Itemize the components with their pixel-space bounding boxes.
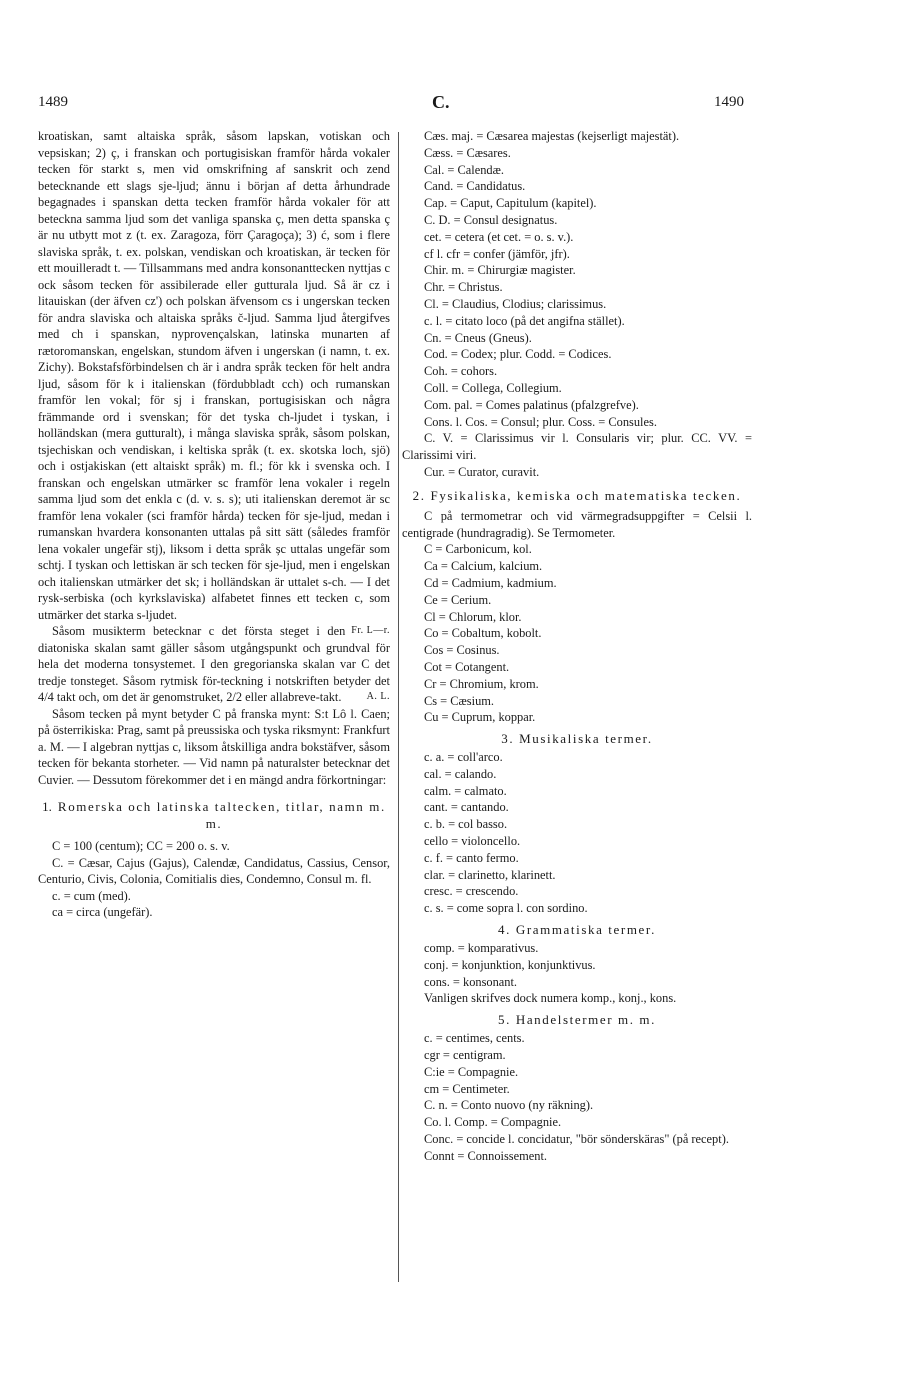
abbreviation-entry: conj. = konjunktion, konjunktivus. [424,957,596,972]
abbreviation-entry: ca = circa (ungefär). [52,905,153,919]
abbreviation-entry: Cn. = Cneus (Gneus). [424,330,532,345]
abbreviation-entry: Cæs. maj. = Cæsarea majestas (kejserligt majestät). [424,129,680,143]
abbreviation-entry: Cal. = Calendæ. [424,162,504,177]
abbreviation-entry: C. D. = Consul designatus. [424,212,558,227]
abbreviation-entry: C. n. = Conto nuovo (ny räkning). [424,1098,594,1113]
abbreviation-entry: Cot = Cotangent. [424,659,510,674]
abbreviation-entry: Connt = Connoissement. [424,1148,547,1163]
section-number: 5. [498,1012,511,1028]
column-divider [398,132,399,1282]
abbreviation-entry: Cos = Cosinus. [424,643,500,658]
entry-list-commerce [402,1030,752,1164]
abbreviation-entry: cello = violoncello. [424,834,521,849]
abbreviation-entry: Conc. = concide l. concidatur, "bör sönderskäras" (på recept). [424,1132,729,1147]
abbreviation-entry: C. V. = Clarissimus vir l. Consularis vir; plur. CC. VV. = Clarissimi viri. [402,431,752,463]
entry-list-chemical [402,541,752,726]
abbreviation-entry: C:ie = Compagnie. [424,1064,519,1079]
abbreviation-entry: c. s. = come sopra l. con sordino. [424,901,588,916]
abbreviation-entry: Cod. = Codex; plur. Codd. = Codices. [424,347,612,362]
author-signature: Fr. L—r. [351,625,390,636]
left-column [38,128,390,921]
section-title: Musikaliska termer. [519,731,653,747]
abbreviation-entry: Chir. m. = Chirurgiæ magister. [424,263,576,278]
abbreviation-entry: Cæss. = Cæsares. [424,145,511,160]
abbreviation-entry: C = Carbonicum, kol. [424,542,532,557]
entry-list-grammar [402,940,752,990]
abbreviation-entry: cf l. cfr = confer (jämför, jfr). [424,246,570,261]
section-intro: C på termometrar och vid värmegradsuppgifter = Celsii l. centigrade (hundragradig). Se Termometer. [402,508,752,540]
abbreviation-entry: cant. = cantando. [424,800,509,815]
abbreviation-entry: cm = Centimeter. [424,1081,510,1096]
abbreviation-entry: Cs = Cæsium. [424,693,494,708]
section-number: 1. [42,799,52,814]
abbreviation-entry: cresc. = crescendo. [424,884,519,899]
section-title: Grammatiska termer. [515,922,656,938]
abbreviation-entry: clar. = clarinetto, klarinett. [424,867,556,882]
abbreviation-entry: Cons. l. Cos. = Consul; plur. Coss. = Consules. [424,414,657,429]
abbreviation-entry: comp. = komparativus. [424,941,539,956]
abbreviation-entry: c. l. = citato loco (på det angifna stället). [424,313,625,328]
abbreviation-entry: Ca = Calcium, kalcium. [424,559,543,574]
abbreviation-entry: cet. = cetera (et cet. = o. s. v.). [424,229,574,244]
entry-list-roman [402,128,752,481]
section-number: 2. [412,487,426,503]
abbreviation-entry: Co. l. Comp. = Compagnie. [424,1115,562,1130]
abbreviation-entry: C. = Cæsar, Cajus (Gajus), Calendæ, Candidatus, Cassius, Censor, Centurio, Civis, Colonia, Comitialis dies, Condemno, Consul m. fl. [38,855,390,886]
abbreviation-entry: c. a. = coll'arco. [424,750,503,765]
section-heading [402,921,752,938]
abbreviation-entry: c. b. = col basso. [424,817,508,832]
abbreviation-entry: Coll. = Collega, Collegium. [424,380,562,395]
abbreviation-entry: cons. = konsonant. [424,974,518,989]
abbreviation-entry: cgr = centigram. [424,1048,506,1063]
body-paragraph: Såsom musikterm betecknar c det första steget i den diatoniska skalan samt gäller såsom utgångspunkt och grundval för hela det moderna tonsystemet. I den gregorianska skalan var C det tredje tonsteget. Såsom rytmisk för-teckning i notskriften betyder det 4/4 takt och, om det är genomstruket, 2/2 eller allabreve-takt. A. L. [38,624,390,704]
abbreviation-entry: Cl = Chlorum, klor. [424,609,522,624]
abbreviation-entry: Co = Cobaltum, kobolt. [424,626,542,641]
body-paragraph: kroatiskan, samt altaiska språk, såsom lapskan, votiskan och vepsiskan; 2) ç, i franskan och portugisiskan framför hårda vokaler tecken för starkt s, men vid omskrifning af sanskrit och zend betecknande ett slags sje-ljud; ännu i början af detta århundrade begagnades i spanskan detta tecken framför hårda vokaler för att beteckna samma ljud som det vanliga spanska ç, men detta spanska ç är nu utbytt mot z (t. ex. Zaragoza, förr Çaragoça); 3) ć, som i flere slaviska språk, t. ex. polskan, vendiskan och kroatiskan, är tecken för ett mouilleradt t. — Tillsammans med andra konsonanttecken nyttjas c ock såsom tecken för assibilerade eller gutturala ljud. Så är cz i litauiskan (der äfven cz') och polskan äfvensom cs i ungerskan tecken för andra slaviska och altaiska språks č-ljud. Samma ljud återgifves med ch i spanskan, nyprovençalskan, latinska munarten af rætoromanskan, engelskan, stundom äfven i ungerskan (i namn, t. ex. Zichy). Bokstafsförbindelsen ch är i andra språk tecken för helt andra ljud, såsom för k i italienskan (fördubbladt cch) och rumanskan framför len vokal; för sj i franskan, portugisiskan och några främmande ord i svenskan; för det tyska ch-ljudet i tyskan, i holländskan (mera gutturalt), i många slaviska språk, såsom polskan, tsjechiskan och vendiskan, i keltiska språk (t. ex. skotska loch, sjö) och i ostjakiskan (ett altaiskt språk) m. fl.; för kk i svenska och. I franskan och engelskan utmärker sc framför lena vokaler i regeln samma ljud som det enkla c (d. v. s. s); uti italienskan deremot är sc framför lena vokaler (sci framför hårda) tecken för sje-ljud, medan i rumanskan hvardera konsonanten uttalas på sitt sätt (således framför lena vokaler ungefär stj), liksom i detta språk șc uttalas ungefär som schtj. I tyskan och lettiskan är sch tecken för sje-ljud, men i engelskan och italienskan utmärker det sk; i holländskan är uttalet s-ch. — I det rysk-serbiska (och kyrkslaviska) alfabetet finnes ett tecken c, som utmärker det starka s-ljudet. [38,129,390,622]
page-number-right: 1490 [714,94,744,110]
section-title: Romerska och latinska taltecken, titlar, namn m. m. [57,799,386,831]
abbreviation-entry: Cand. = Candidatus. [424,179,526,194]
section-heading [38,798,390,832]
body-paragraph: Såsom tecken på mynt betyder C på franska mynt: S:t Lô l. Caen; på österrikiska: Prag, samt på preussiska och tyska riksmynt: Frankfurt a. M. — I algebran nyttjas c, liksom åtskilliga andra bokstäfver, såsom tecken för bekanta storheter. — Vid namn på naturalster betecknar det Cuvier. — Dessutom förekommer det i en mängd andra förkortningar: [38,706,390,787]
section-number: 4. [498,922,511,938]
abbreviation-entry: Com. pal. = Comes palatinus (pfalzgrefve). [424,397,639,412]
abbreviation-entry: calm. = calmato. [424,783,507,798]
section-title: Fysikaliska, kemiska och matematiska tecken. [430,487,742,503]
abbreviation-entry: Chr. = Christus. [424,280,503,295]
section-title: Handelstermer m. m. [515,1012,656,1028]
abbreviation-entry: Cu = Cuprum, koppar. [424,710,536,725]
abbreviation-entry: Cd = Cadmium, kadmium. [424,575,557,590]
abbreviation-entry: c. f. = canto fermo. [424,850,519,865]
abbreviation-entry: Cap. = Caput, Capitulum (kapitel). [424,196,597,211]
abbreviation-entry: cal. = calando. [424,766,497,781]
author-signature: A. L. [366,691,390,702]
abbreviation-entry: c. = centimes, cents. [424,1031,525,1046]
abbreviation-entry: Cur. = Curator, curavit. [424,464,540,479]
abbreviation-entry: C = 100 (centum); CC = 200 o. s. v. [52,839,230,853]
abbreviation-entry: Cr = Chromium, krom. [424,676,539,691]
abbreviation-entry: Coh. = cohors. [424,364,498,379]
section-number: 3. [501,731,515,747]
right-column [402,128,752,1165]
abbreviation-entry: Ce = Cerium. [424,592,492,607]
running-head-letter: C. [432,92,450,112]
abbreviation-entry: c. = cum (med). [52,888,131,903]
section-heading [402,487,752,504]
section-heading [402,730,752,747]
section-heading [402,1011,752,1028]
section-note: Vanligen skrifves dock numera komp., konj., kons. [424,991,677,1006]
page-number-left: 1489 [38,94,68,110]
abbreviation-entry: Cl. = Claudius, Clodius; clarissimus. [424,296,607,311]
entry-list-music [402,749,752,917]
